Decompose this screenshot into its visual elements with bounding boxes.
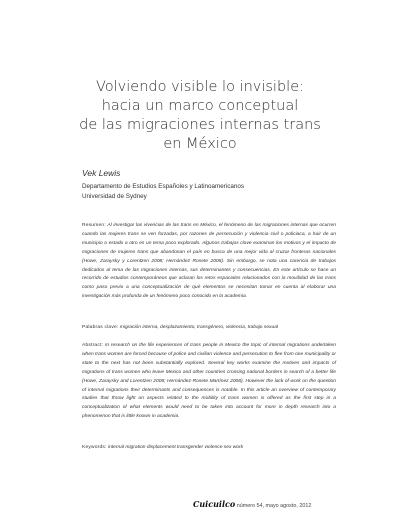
title-line: Volviendo visible lo invisible: — [95, 79, 304, 95]
article-title — [40, 78, 360, 154]
keywords-label: Keywords: — [82, 445, 107, 450]
abstract-label: Abstract: — [82, 343, 104, 348]
affiliation-department: Departamento de Estudios Españoles y Latinoamericanos — [82, 183, 245, 190]
keywords-text: internal migration displacement transgender violence sex work — [108, 445, 244, 450]
palabras-clave-text: migración interna, desplazamiento, transgénero, violencia, trabajo sexual — [119, 325, 279, 330]
keywords-block — [82, 444, 336, 452]
journal-issue: número 54, mayo agosto, 2012 — [236, 503, 312, 509]
affiliation-university: Universidad de Sydney — [82, 193, 147, 200]
resumen-block — [82, 222, 336, 302]
abstract-block — [82, 342, 336, 422]
author-name: Vek Lewis — [82, 168, 121, 178]
journal-logo: Cuicuilco — [193, 499, 236, 509]
palabras-clave-block — [82, 324, 336, 332]
palabras-clave-label: Palabras clave: — [82, 325, 119, 330]
resumen-label: Resumen: — [82, 223, 106, 228]
title-line: de las migraciones internas trans — [79, 117, 321, 133]
title-line: hacia un marco conceptual — [101, 98, 299, 114]
title-line: en México — [163, 136, 237, 152]
journal-footer — [193, 499, 311, 509]
resumen-text: Al investigar las vivencias de las trans en México, el fenómeno de las migraciones internas que ocurren cuando las mujeres trans se ven forzadas, por razones de persecución y violencia civil o policiaca, a huir de un municipio o estado a otro es un tema poco explorado. Algunos trabajos clave examinan los motivos y el impacto de migraciones de mujeres trans que abandonan el país en busca de una mejor vida al cruzar fronteras nacionales (Howe, Zaraysky y Lorentzen 2008; Hernández Rosete 2008). Sin embargo, se nota una carencia de trabajos dedicados al tema de las migraciones internas, sus determinantes y consecuencias. En este artículo se hace un recorrido de estudios contemporáneos que aclaran los retos espaciales relacionados con la movilidad de las trans como paso previo a una conceptualización de qué elementos se necesitan tomar en cuenta al elaborar una investigación más profunda de un fenómeno poco conocido en la academia. — [82, 223, 336, 300]
abstract-text: In research on the life experiences of trans people in Mexico the topic of internal migrations undertaken when trans women are forced because of police and civilian violence and persecution to flee from one municipality or state to the next has not been substantially explored. Several key works examine the motives and impacts of migrations of trans women who leave Mexico and other countries crossing national borders in search of a better life (Howe, Zaraysky and Lorentzen 2008; Hernández-Rosete Martínez 2008). However the lack of work on the question of internal migrations their determinants and consequences is notable. In this article an overview of contemporary studies that throw light on aspects related to the mobility of trans women is offered as the first step in a conceptualization of what elements would need to be taken into account for more in depth research into a phenomenon that is little known in academia. — [82, 343, 336, 420]
